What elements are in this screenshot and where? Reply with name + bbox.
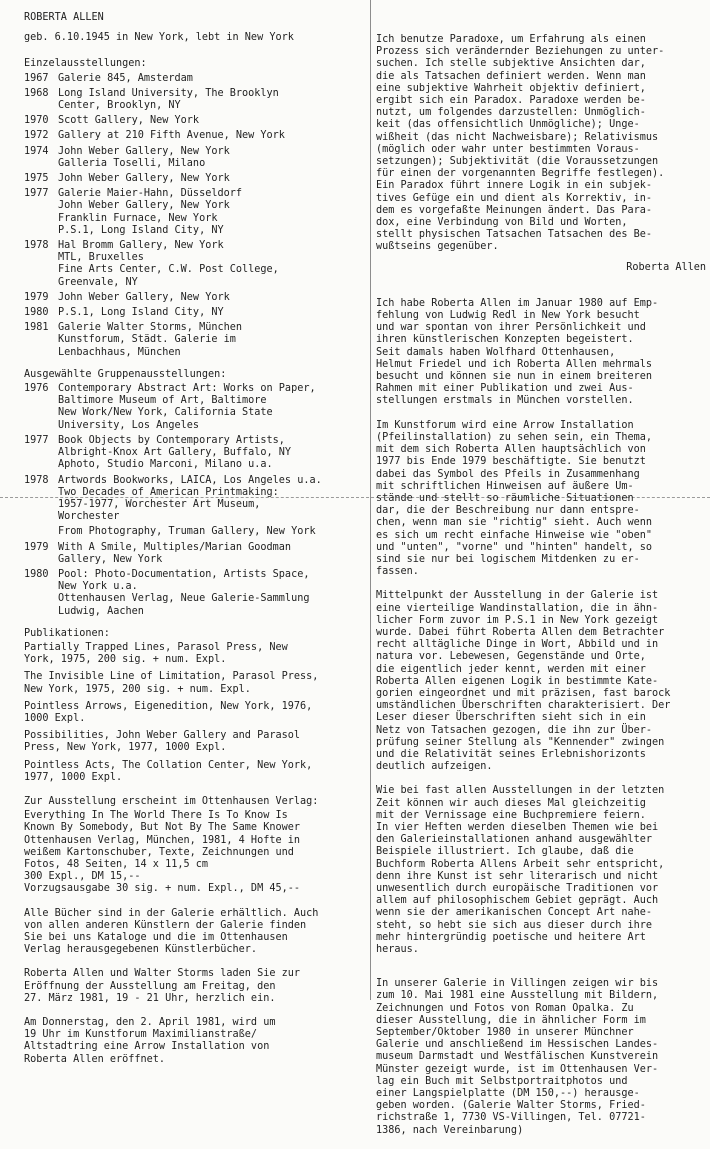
solo-exhibition-year: 1978 bbox=[24, 240, 49, 252]
publication-item: Partially Trapped Lines, Parasol Press, New York, 1975, 200 sig. + num. Expl. bbox=[24, 641, 288, 666]
paragraph-book-premiere: Wie bei fast allen Ausstellungen in der letzten Zeit können wir auch dieses Mal gleichzeitig mit der Vernissage eine Buchpremiere feiern. In vier Heften werden dieselben Themen wie bei den Galerieinstallationen anhand ausgewählter Beispiele illustriert. Ich glaube, daß die Buchform Roberta Allens Arbeit sehr entspricht, denn ihre Kunst ist sehr literarisch und nicht unwesentlich durch europäische Traditionen vor allem auf philosophischem Gebiet geprägt. Auch wenn sie der amerikanischen Concept Art nahe- steht, so hebt sie sich aus dieser durch ihre mehr hintergründig poetische und heitere Art heraus. bbox=[376, 785, 665, 956]
artist-statement: Ich benutze Paradoxe, um Erfahrung als einen Prozess sich verändernder Beziehungen zu unter- suchen. Ich stelle subjektive Ansichten dar, die als Tatsachen definiert werden. Wenn man eine subjektive Wahrheit objektiv definiert, ergibt sich ein Paradox. Paradoxe werden be- nutzt, um folgendes darzustellen: Unmöglich- keit (das offensichtlich Unmögliche); Unge- wißheit (das nicht Nachweisbare); Relativismus (möglich oder wahr unter bestimmten Voraus- setzungen); Subjektivität (die Voraussetzungen für einen der vorgenannten Begriffe festlegen). Ein Paradox führt innere Logik in ein subjek- tives Gefüge ein und dient als Korrektiv, in- dem es vorgefaßte Meinungen ändert. Das Para- dox, eine Verbindung von Bild und Worten, stellt physischen Tatsachen Tatsachen des Be- wußtseins gegenüber. bbox=[376, 34, 665, 253]
solo-exhibition-entry bbox=[24, 88, 369, 112]
solo-exhibition-venue: Hal Bromm Gallery, New York MTL, Bruxelles Fine Arts Center, C.W. Post College, Greenvale, NY bbox=[58, 240, 279, 288]
group-exhibition-year: 1976 bbox=[24, 383, 49, 395]
solo-exhibition-venue: Scott Gallery, New York bbox=[58, 115, 200, 127]
group-exhibition-venue: Pool: Photo-Documentation, Artists Space, New York u.a. Ottenhausen Verlag, Neue Galerie-Sammlung Ludwig, Aachen bbox=[58, 568, 310, 617]
group-exhibition-venue: Artwords Bookworks, LAICA, Los Angeles u.a. Two Decades of American Printmaking: 1957-1977, Worchester Art Museum, Worchester bbox=[58, 474, 322, 523]
solo-exhibition-venue: John Weber Gallery, New York bbox=[58, 291, 230, 303]
solo-exhibition-year: 1968 bbox=[24, 87, 49, 99]
solo-exhibition-entry bbox=[24, 130, 369, 142]
solo-exhibition-year: 1972 bbox=[24, 130, 49, 142]
group-exhibition-venue: With A Smile, Multiples/Marian Goodman Gallery, New York bbox=[58, 541, 292, 565]
group-exhibition-year: 1977 bbox=[24, 434, 49, 446]
paragraph-intro: Ich habe Roberta Allen im Januar 1980 auf Emp- fehlung von Ludwig Redl in New York besucht und war spontan von ihrer Persönlichkeit und ihren künstlerischen Konzepten begeistert. Seit damals haben Wolfhard Ottenhausen, Helmut Friedel und ich Roberta Allen mehrmals besucht und können sie nun in einem breiteren Rahmen mit einer Publikation und zwei Aus- stellungen erstmals in München vorstellen. bbox=[376, 297, 659, 407]
solo-exhibition-year: 1970 bbox=[24, 115, 49, 127]
paragraph-villingen: In unserer Galerie in Villingen zeigen wir bis zum 10. Mai 1981 eine Ausstellung mit Bildern, Zeichnungen und Fotos von Roman Opalka. Zu dieser Ausstellung, die in ähnlicher Form im September/Oktober 1980 in unserer Münchner Galerie und anschließend im Hessischen Landes- museum Darmstadt und Westfälischen Kunstverein Münster gezeigt wurde, ist im Ottenhausen Ver- lag ein Buch mit Selbstportraitphotos und einer Langspielplatte (DM 150,--) herausge- geben worden. (Galerie Walter Storms, Fried- richstraße 1, 7730 VS-Villingen, Tel. 07721- 1386, nach Vereinbarung) bbox=[376, 978, 659, 1136]
solo-exhibition-entry bbox=[24, 173, 369, 185]
verlag-text: Everything In The World There Is To Know Is Known By Somebody, But Not By The Same Knower Ottenhausen Verlag, München, 1981, 4 Hofte in weißem Kartonschuber, Texte, Zeichnungen und Fotos, 48 Seiten, 14 x 11,5 cm 300 Expl., DM 15,-- Vorzugsausgabe 30 sig. + num. Expl., DM 45,-- bbox=[24, 810, 301, 895]
solo-exhibition-year: 1979 bbox=[24, 291, 49, 303]
note-invitation: Roberta Allen und Walter Storms laden Sie zur Eröffnung der Ausstellung am Freitag, den 27. März 1981, 19 - 21 Uhr, herzlich ein. bbox=[24, 968, 301, 1004]
solo-exhibition-year: 1975 bbox=[24, 173, 49, 185]
group-exhibition-entry bbox=[24, 383, 369, 432]
group-exhibition-entry bbox=[24, 435, 369, 472]
solo-exhibition-entry bbox=[24, 73, 369, 85]
publication-item: The Invisible Line of Limitation, Parasol Press, New York, 1975, 200 sig. + num. Expl. bbox=[24, 671, 319, 695]
solo-exhibition-entry bbox=[24, 240, 369, 289]
column-divider bbox=[370, 0, 371, 1000]
solo-exhibition-venue: John Weber Gallery, New York Galleria Toselli, Milano bbox=[58, 145, 230, 169]
group-exhibition-entry bbox=[24, 475, 369, 524]
group-heading: Ausgewählte Gruppenausstellungen: bbox=[24, 368, 227, 380]
group-exhibition-entry bbox=[24, 542, 369, 566]
left-column bbox=[24, 12, 369, 1078]
solo-exhibition-venue: John Weber Gallery, New York bbox=[58, 173, 230, 185]
solo-exhibitions bbox=[24, 73, 369, 359]
group-exhibitions bbox=[24, 383, 369, 618]
solo-exhibition-entry bbox=[24, 292, 369, 304]
solo-exhibition-year: 1977 bbox=[24, 188, 49, 200]
group-exhibition-entry bbox=[24, 569, 369, 618]
solo-exhibition-entry bbox=[24, 307, 369, 319]
note-kunstforum: Am Donnerstag, den 2. April 1981, wird um 19 Uhr im Kunstforum Maximilianstraße/ Altstadtring eine Arrow Installation von Roberta Allen eröffnet. bbox=[24, 1017, 276, 1065]
publication-item: Pointless Arrows, Eigenedition, New York, 1976, 1000 Expl. bbox=[24, 700, 313, 724]
solo-exhibition-venue: Galerie 845, Amsterdam bbox=[58, 72, 193, 84]
publication-item: Pointless Acts, The Collation Center, New York, 1977, 1000 Expl. bbox=[24, 759, 313, 783]
group-exhibition-venue: From Photography, Truman Gallery, New York bbox=[58, 526, 316, 538]
solo-exhibition-year: 1980 bbox=[24, 307, 49, 319]
statement-signature: Roberta Allen bbox=[626, 261, 706, 273]
solo-exhibition-venue: Long Island University, The Brooklyn Center, Brooklyn, NY bbox=[58, 87, 279, 112]
publication-item: Possibilities, John Weber Gallery and Parasol Press, New York, 1977, 1000 Expl. bbox=[24, 730, 301, 754]
solo-exhibition-year: 1981 bbox=[24, 322, 49, 334]
artist-name: ROBERTA ALLEN bbox=[24, 12, 104, 23]
group-exhibition-year: 1978 bbox=[24, 474, 49, 486]
note-books: Alle Bücher sind in der Galerie erhältlich. Auch von allen anderen Künstlern der Galerie finden Sie bei uns Kataloge und die im Ottenhausen Verlag herausgegebenen Künstlerbücher. bbox=[24, 907, 319, 956]
group-exhibition-year: 1979 bbox=[24, 541, 49, 553]
solo-exhibition-year: 1974 bbox=[24, 145, 49, 157]
solo-exhibition-venue: Galerie Walter Storms, München Kunstforum, Städt. Galerie im Lenbachhaus, München bbox=[58, 322, 243, 358]
solo-heading: Einzelausstellungen: bbox=[24, 58, 147, 70]
solo-exhibition-venue: P.S.1, Long Island City, NY bbox=[58, 307, 224, 319]
solo-exhibition-venue: Gallery at 210 Fifth Avenue, New York bbox=[58, 130, 285, 142]
group-exhibition-entry bbox=[24, 526, 369, 538]
group-exhibition-year: 1980 bbox=[24, 568, 49, 580]
solo-exhibition-entry bbox=[24, 188, 369, 237]
right-column bbox=[376, 34, 706, 1149]
verlag-heading: Zur Ausstellung erscheint im Ottenhausen Verlag: bbox=[24, 795, 319, 807]
paragraph-wall-installation: Mittelpunkt der Ausstellung in der Galerie ist eine vierteilige Wandinstallation, die in ähn- licher Form zuvor im P.S.1 in New York gezeigt wurde. Dabei führt Roberta Allen dem Betrachter recht alltägliche Dinge in Wort, Abbild und in natura vor. Lebewesen, Gegenstände und Orte, die eigentlich jeder kennt, werden mit einer Roberta Allen eigenen Logik in bestimmte Kate- gorien eingeordnet und mit präzisen, fast barock umständlichen Überschriften charakterisiert. Der Leser dieser Überschriften sieht sich in ein Netz von Tatsachen gezogen, die ihn zur Über- prüfung seiner Stellung als "Kennender" zwingen und die Relativität seines Erlebnishorizonts deutlich aufzeigen. bbox=[376, 590, 671, 773]
group-exhibition-venue: Contemporary Abstract Art: Works on Paper, Baltimore Museum of Art, Baltimore New Work/New York, California State University, Los Angeles bbox=[58, 383, 316, 431]
publications-heading: Publikationen: bbox=[24, 627, 110, 639]
solo-exhibition-year: 1967 bbox=[24, 72, 49, 84]
publications-list bbox=[24, 642, 369, 784]
paragraph-arrow-installation: Im Kunstforum wird eine Arrow Installation (Pfeilinstallation) zu sehen sein, ein Thema, mit dem sich Roberta Allen hauptsächlich von 1977 bis Ende 1979 beschäftigte. Sie benutzt dabei das Symbol des Pfeils in Zusammenhang mit schriftlichen Hinweisen auf äußere Um- stände und stellt so räumliche Situationen dar, die der Beschreibung nur dann entspre- chen, wenn man sie "richtig" sieht. Auch wenn es sich um recht einfache Hinweise wie "oben" und "unten", "vorne" und "hinten" handelt, so sind sie nur bei logischem Mitdenken zu er- fassen. bbox=[376, 419, 653, 578]
solo-exhibition-venue: Galerie Maier-Hahn, Düsseldorf John Weber Gallery, New York Franklin Furnace, New York P.S.1, Long Island City, NY bbox=[58, 188, 243, 236]
solo-exhibition-entry bbox=[24, 115, 369, 127]
group-exhibition-year bbox=[24, 526, 58, 538]
group-exhibition-venue: Book Objects by Contemporary Artists, Albright-Knox Art Gallery, Buffalo, NY Aphoto, Studio Marconi, Milano u.a. bbox=[58, 434, 292, 471]
solo-exhibition-entry bbox=[24, 322, 369, 359]
artist-birth: geb. 6.10.1945 in New York, lebt in New York bbox=[24, 32, 294, 44]
solo-exhibition-entry bbox=[24, 146, 369, 170]
